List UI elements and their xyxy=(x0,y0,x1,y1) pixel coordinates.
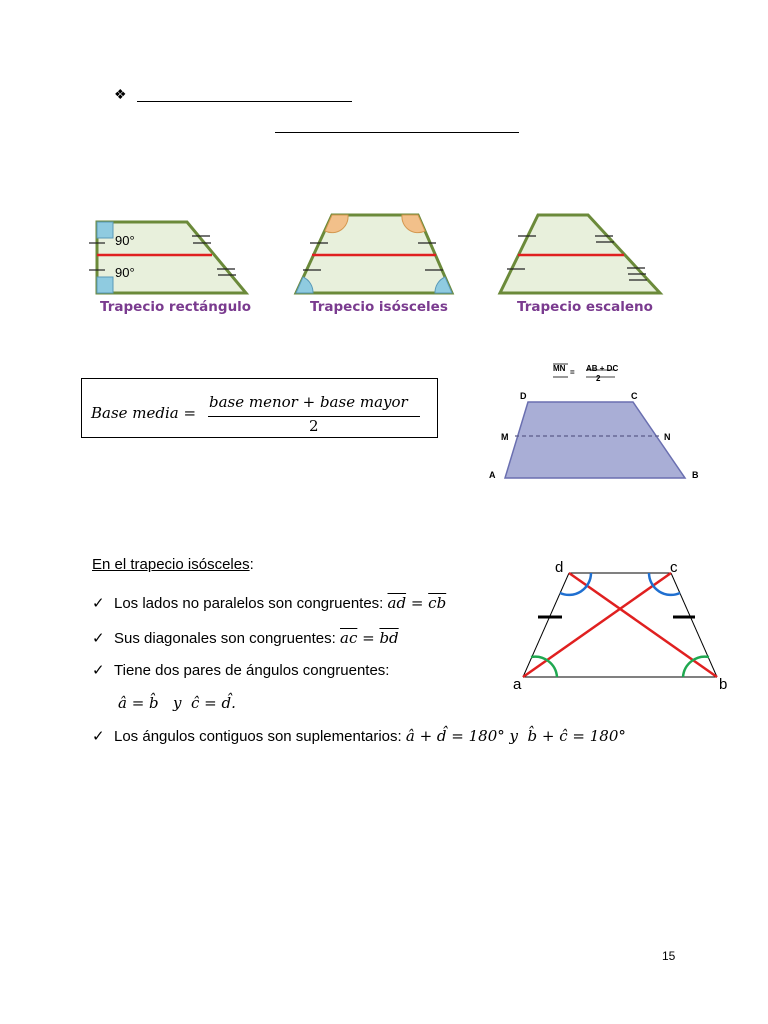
vertex-a-label: a xyxy=(513,676,522,693)
label-isosceles-trapezoid: Trapecio isósceles xyxy=(310,299,448,315)
vertex-C-label: C xyxy=(631,391,638,401)
property-2 xyxy=(92,629,399,647)
property-2-text: Sus diagonales son congruentes: xyxy=(114,630,340,647)
vertex-b-label: b xyxy=(719,676,728,693)
vertex-B-label: B xyxy=(692,470,699,480)
property-2-eq: = xyxy=(357,629,380,647)
property-2-seg-b: $\overline{bd}$ xyxy=(379,629,399,647)
property-1-eq: = xyxy=(406,594,429,612)
label-scalene-trapezoid: Trapecio escaleno xyxy=(517,299,653,315)
checkmark-icon: ✓ xyxy=(92,662,105,679)
isosceles-heading-colon: : xyxy=(249,556,254,573)
isosceles-diagonals-figure xyxy=(505,556,735,701)
angle-label-bottom: 90° xyxy=(115,265,135,280)
checkmark-icon: ✓ xyxy=(92,630,105,647)
point-N-label: N xyxy=(664,432,671,442)
isosceles-heading-text: En el trapecio isósceles xyxy=(92,556,250,573)
angle-label-top: 90° xyxy=(115,233,135,248)
checkmark-icon: ✓ xyxy=(92,595,105,612)
property-3-math: â = b̂ y ĉ = d̂. xyxy=(118,694,236,712)
property-1-seg-a: $\overline{ad}$ xyxy=(387,594,407,612)
property-2-seg-a: $\overline{ac}$ xyxy=(340,629,358,647)
property-4-text: Los ángulos contiguos son suplementarios: xyxy=(114,728,406,745)
right-trapezoid xyxy=(89,222,246,293)
subtitle-blank-line xyxy=(275,132,519,133)
property-1-text: Los lados no paralelos son congruentes: xyxy=(114,595,388,612)
vertex-A-label: A xyxy=(489,470,496,480)
formula-numerator: base menor + base mayor xyxy=(209,393,408,411)
scalene-trapezoid xyxy=(500,215,660,293)
isosceles-trapezoid xyxy=(296,215,452,293)
median-caption-numerator: AB + DC xyxy=(586,364,619,373)
checkmark-icon: ✓ xyxy=(92,728,105,745)
formula-lhs: Base media = xyxy=(91,404,197,422)
median-caption-lhs: MN xyxy=(553,364,566,373)
median-caption-eq: = xyxy=(570,368,575,377)
formula-denominator: 2 xyxy=(309,417,319,435)
vertex-c-label: c xyxy=(670,559,678,576)
vertex-d-label: d xyxy=(555,559,564,576)
property-4-math: â + d̂ = 180° y b̂ + ĉ = 180° xyxy=(405,727,626,745)
property-3-text: Tiene dos pares de ángulos congruentes: xyxy=(114,662,390,679)
diamond-bullet-icon: ❖ xyxy=(114,86,127,102)
point-M-label: M xyxy=(501,432,509,442)
property-3 xyxy=(92,661,389,679)
base-media-formula-box xyxy=(81,378,438,438)
isosceles-heading xyxy=(92,556,254,573)
median-caption-denominator: 2 xyxy=(596,374,601,383)
page-number: 15 xyxy=(662,949,676,963)
property-4 xyxy=(92,727,626,745)
property-1-seg-b: $\overline{cb}$ xyxy=(428,594,447,612)
vertex-D-label: D xyxy=(520,391,527,401)
title-blank-line xyxy=(137,101,352,102)
property-1 xyxy=(92,594,446,612)
label-right-trapezoid: Trapecio rectángulo xyxy=(100,299,252,315)
